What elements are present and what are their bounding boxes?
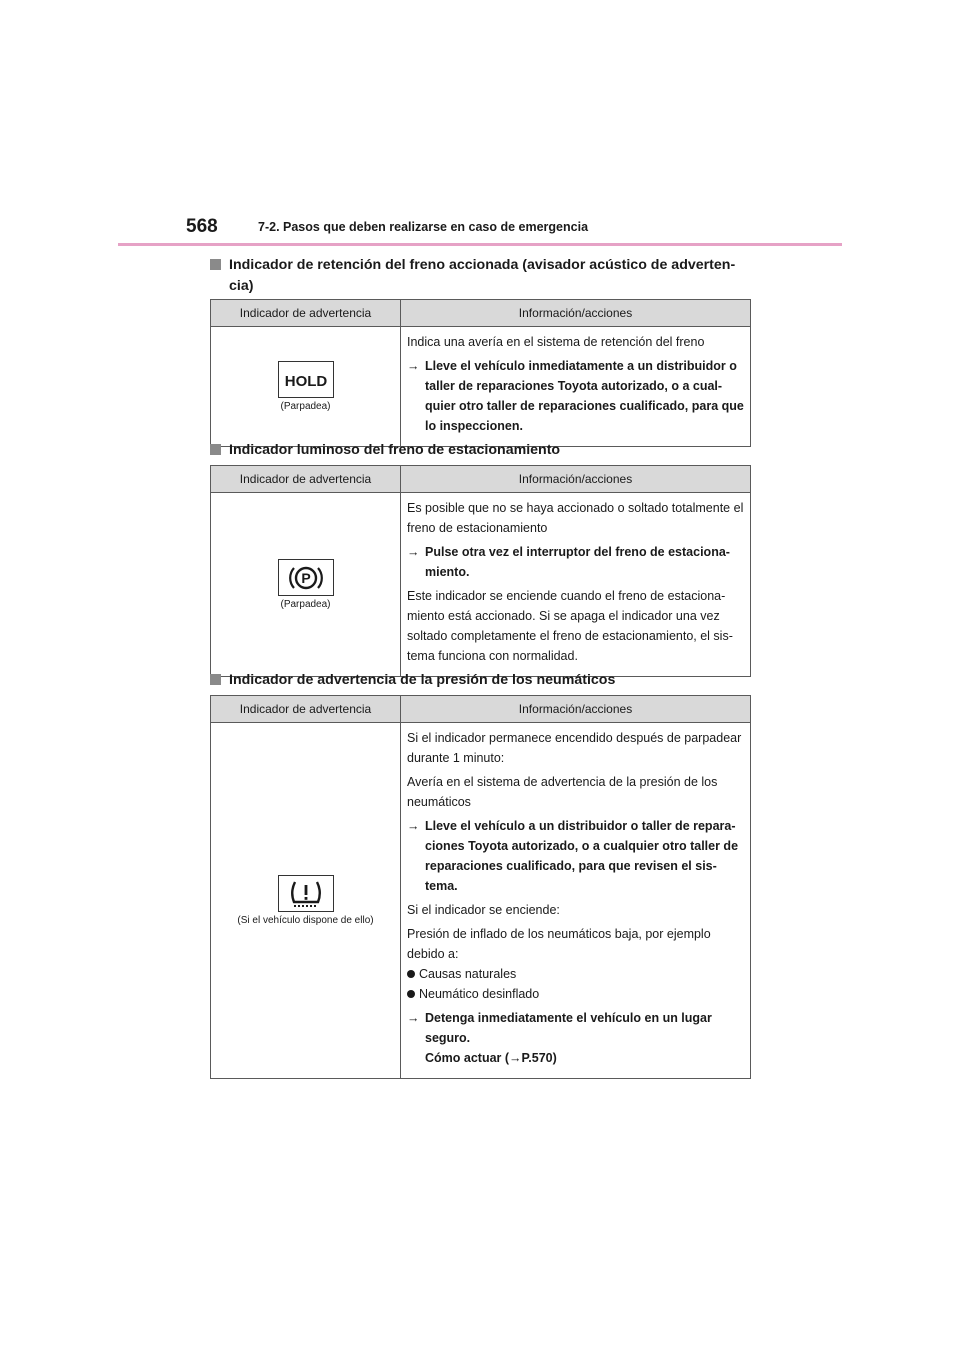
action-item: → Detenga inmediatamente el vehículo en un lugar seguro. Cómo actuar (→P.570) [407,1008,745,1068]
svg-text:P: P [300,569,311,586]
info-text: Este indicador se enciende cuando el freno de estaciona-miento está accionado. Si se apaga el indicador una vez soltado completamente el freno de estacionamiento, el sis-tema funciona con normalidad. [407,589,733,663]
heading-square-icon [210,444,221,455]
bullet-icon [407,970,415,978]
indicator-caption: (Parpadea) [280,401,331,412]
info-text: Presión de inflado de los neumáticos baja, por ejemplo debido a: [407,927,711,961]
col-info-header: Información/acciones [401,696,751,723]
indicator-cell [211,327,401,447]
arrow-icon: → [407,819,420,833]
indicator-caption: (Si el vehículo dispone de ello) [237,915,374,926]
arrow-icon: → [407,545,420,559]
chapter-title: 7-2. Pasos que deben realizarse en caso de emergencia [258,220,589,234]
arrow-icon: → [407,359,420,373]
action-item: → Pulse otra vez el interruptor del freno de estaciona-miento. [407,542,745,582]
col-indicator-header: Indicador de advertencia [211,466,401,493]
bullet-item: Causas naturales [407,964,745,984]
col-indicator-header: Indicador de advertencia [211,300,401,327]
warning-table-tire [210,695,751,1079]
info-text: Si el indicador se enciende: [407,903,560,917]
action-item: → Lleve el vehículo a un distribuidor o taller de repara-ciones Toyota autorizado, o a cualquier otro taller de reparaciones cualificado, para que revisen el sis-tema. [407,816,745,896]
info-cell [401,327,751,447]
heading-square-icon [210,674,221,685]
action-item: → Lleve el vehículo inmediatamente a un distribuidor o taller de reparaciones Toyota autorizado, o a cual-quier otro taller de reparaciones cualificado, para que lo inspeccionen. [407,356,745,436]
info-text: Si el indicador permanece encendido después de parpadear durante 1 minuto: [407,731,742,765]
table-row [211,493,751,677]
table-header-row [211,300,751,327]
info-text: Indica una avería en el sistema de retención del freno [407,335,705,349]
table-header-row [211,466,751,493]
col-indicator-header: Indicador de advertencia [211,696,401,723]
info-text: Avería en el sistema de advertencia de la presión de los neumáticos [407,775,718,809]
table-row [211,723,751,1079]
indicator-cell [211,493,401,677]
arrow-icon: → [407,1011,420,1025]
section-heading-hold: Indicador de retención del freno accionada (avisador acústico de adverten-cia) [210,255,755,297]
tire-pressure-icon [278,875,334,912]
section-heading-tire: Indicador de advertencia de la presión de los neumáticos [210,670,755,691]
table-row [211,327,751,447]
reference-link[interactable]: Cómo actuar (→P.570) [425,1051,557,1065]
bullet-item: Neumático desinflado [407,984,745,1004]
header-rule [118,243,842,246]
warning-table-parking [210,465,751,677]
parking-brake-icon [278,559,334,596]
warning-table-hold [210,299,751,447]
info-text: Es posible que no se haya accionado o soltado totalmente el freno de estacionamiento [407,501,744,535]
svg-text:HOLD: HOLD [284,372,327,390]
hold-icon [278,361,334,398]
col-info-header: Información/acciones [401,466,751,493]
col-info-header: Información/acciones [401,300,751,327]
table-header-row [211,696,751,723]
section-heading-parking: Indicador luminoso del freno de estacionamiento [210,440,755,461]
heading-square-icon [210,259,221,270]
info-cell [401,723,751,1079]
indicator-caption: (Parpadea) [280,599,331,610]
indicator-cell [211,723,401,1079]
info-cell [401,493,751,677]
bullet-icon [407,990,415,998]
page-number: 568 [186,216,218,237]
